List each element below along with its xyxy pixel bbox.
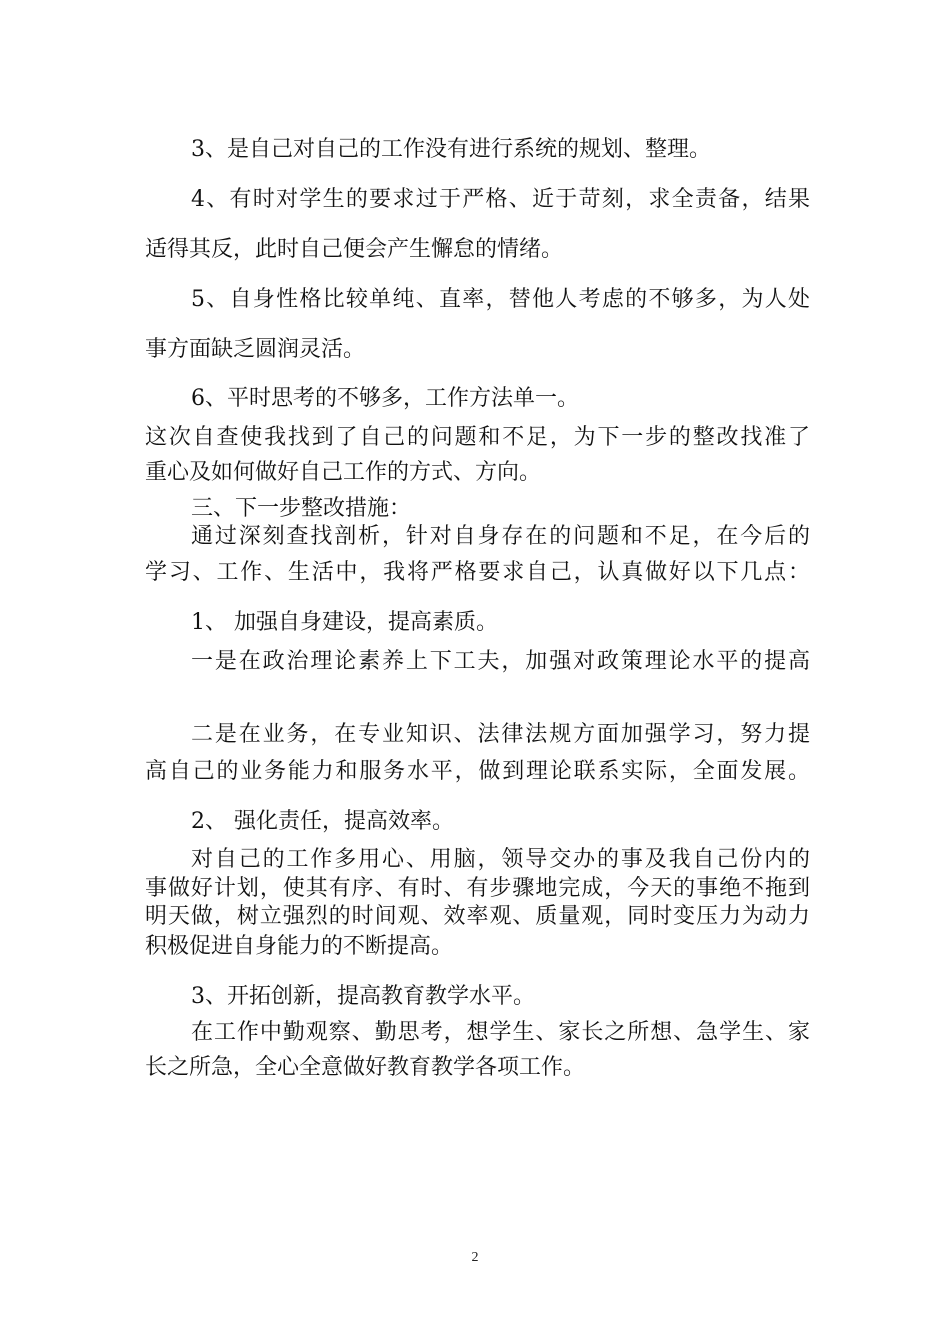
- text-line: 事做好计划，使其有序、有时、有步骤地完成，今天的事绝不拖到: [145, 876, 810, 901]
- page-number: 2: [471, 1250, 479, 1265]
- text-line: 通过深刻查找剖析，针对自身存在的问题和不足，在今后的: [191, 524, 810, 549]
- text-line: 积极促进自身能力的不断提高。: [145, 934, 454, 959]
- text-line: 对自己的工作多用心、用脑，领导交办的事及我自己份内的: [191, 847, 810, 872]
- text-line: 三、下一步整改措施：: [191, 496, 412, 521]
- text-line: 高自己的业务能力和服务水平，做到理论联系实际，全面发展。: [145, 759, 810, 784]
- text-line: 这次自查使我找到了自己的问题和不足，为下一步的整改找准了: [145, 425, 810, 450]
- text-line: 一是在政治理论素养上下工夫，加强对政策理论水平的提高: [191, 649, 810, 674]
- text-line: 3、开拓创新，提高教育教学水平。: [191, 984, 535, 1009]
- text-line: 6、平时思考的不够多，工作方法单一。: [191, 386, 579, 411]
- text-line: 5、自身性格比较单纯、直率，替他人考虑的不够多，为人处: [191, 287, 810, 312]
- text-line: 明天做，树立强烈的时间观、效率观、质量观，同时变压力为动力: [145, 904, 810, 929]
- text-line: 适得其反，此时自己便会产生懈怠的情绪。: [145, 237, 564, 262]
- text-line: 在工作中勤观察、勤思考，想学生、家长之所想、急学生、家: [191, 1020, 810, 1045]
- text-line: 4、有时对学生的要求过于严格、近于苛刻，求全责备，结果: [191, 187, 810, 212]
- text-line: 长之所急，全心全意做好教育教学各项工作。: [145, 1055, 586, 1080]
- text-line: 1、 加强自身建设，提高素质。: [191, 610, 498, 635]
- text-line: 学习、工作、生活中，我将严格要求自己，认真做好以下几点：: [145, 560, 810, 585]
- text-line: 3、是自己对自己的工作没有进行系统的规划、整理。: [191, 137, 711, 162]
- text-line: 二是在业务，在专业知识、法律法规方面加强学习，努力提: [191, 722, 810, 747]
- text-line: 事方面缺乏圆润灵活。: [145, 337, 366, 362]
- text-line: 重心及如何做好自己工作的方式、方向。: [145, 460, 542, 485]
- text-line: 2、 强化责任，提高效率。: [191, 809, 454, 834]
